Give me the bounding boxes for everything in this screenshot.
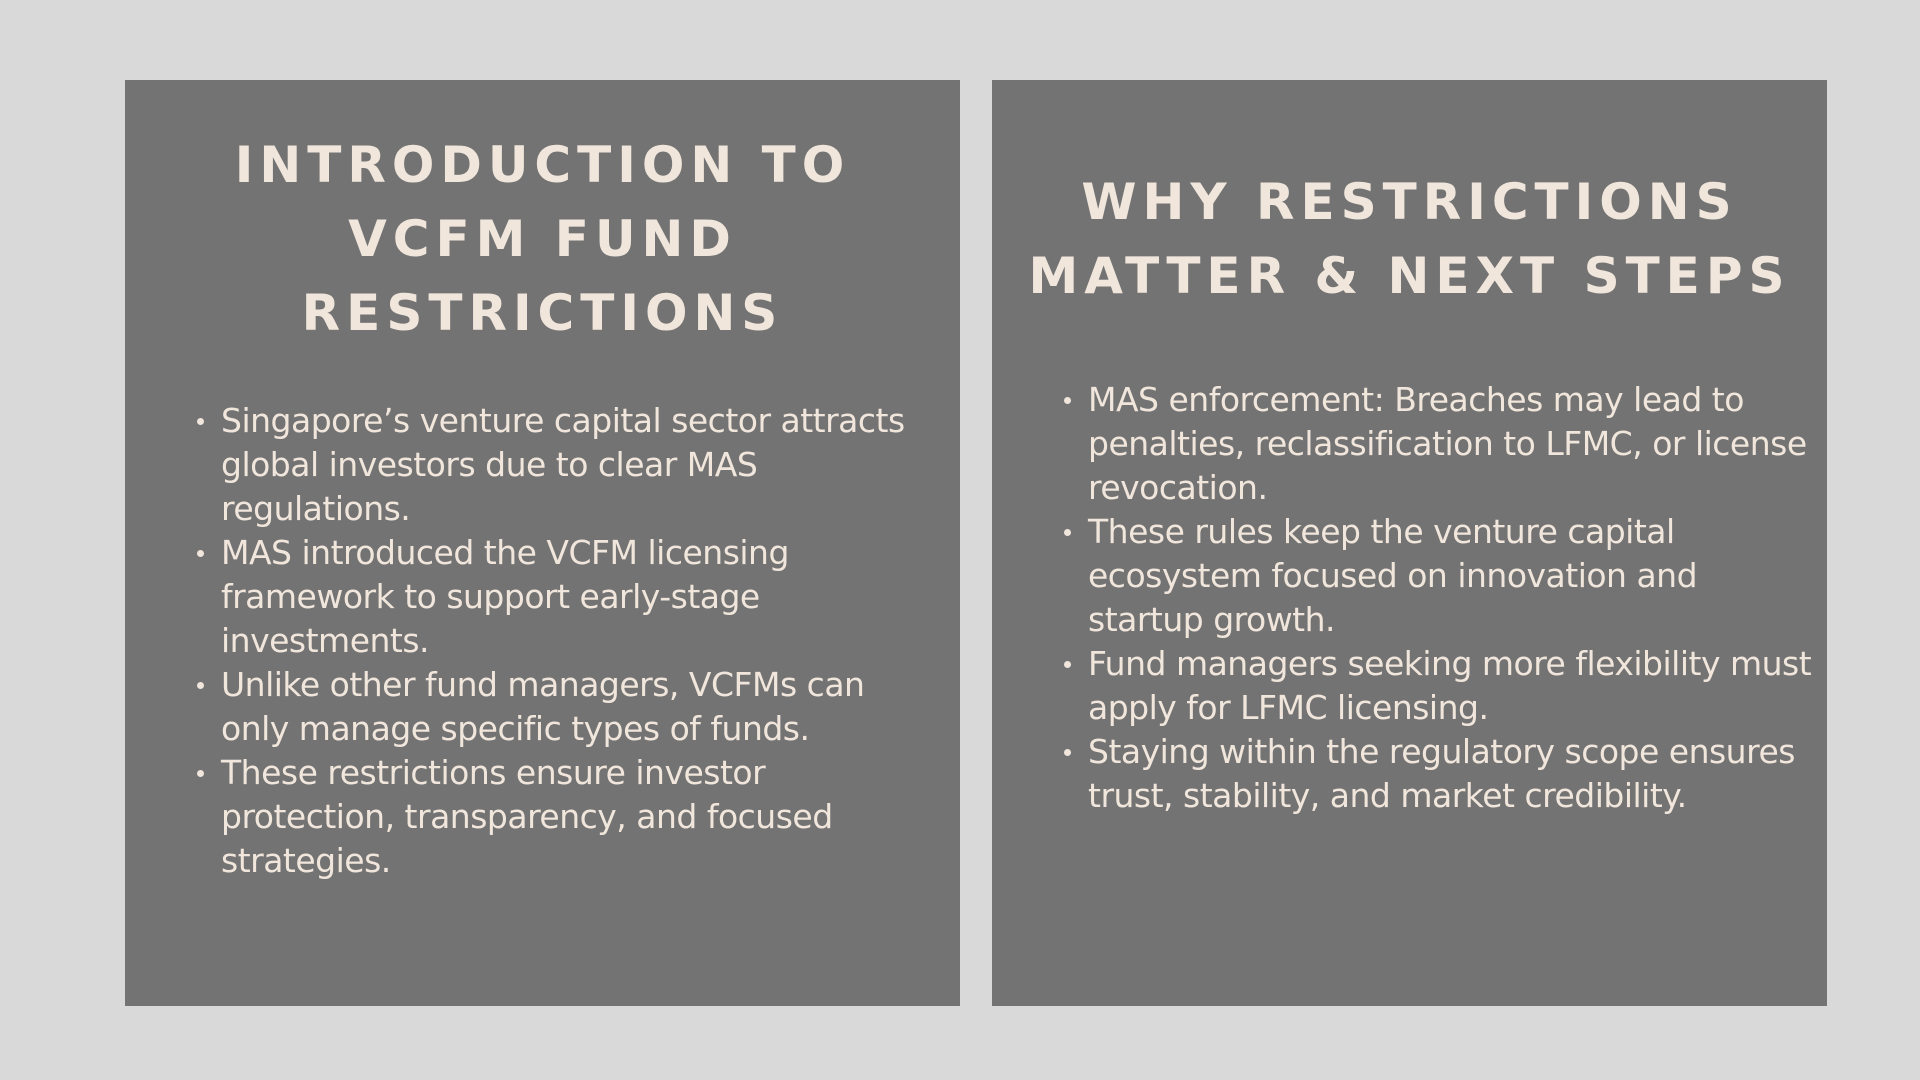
intro-bullet-item	[221, 751, 941, 883]
bullet-dot-icon	[197, 550, 204, 557]
bullet-dot-icon	[1064, 749, 1071, 756]
next-steps-bullet-text: Fund managers seeking more flexibility must apply for LFMC licensing.	[1088, 644, 1812, 727]
next-steps-bullet-item	[1088, 642, 1813, 730]
next-steps-bullet-item	[1088, 510, 1813, 642]
next-steps-title-line: MATTER & NEXT STEPS	[1028, 247, 1791, 305]
next-steps-bullet-text: MAS enforcement: Breaches may lead to penalties, reclassification to LFMC, or license revocation.	[1088, 380, 1807, 507]
next-steps-title-line: WHY RESTRICTIONS	[1081, 173, 1738, 231]
bullet-dot-icon	[197, 418, 204, 425]
next-steps-title	[992, 165, 1827, 313]
next-steps-bullet-item	[1088, 378, 1813, 510]
bullet-dot-icon	[1064, 529, 1071, 536]
intro-bullet-list	[221, 399, 941, 883]
intro-bullet-text: These restrictions ensure investor protection, transparency, and focused strategies.	[221, 753, 833, 880]
intro-bullet-text: MAS introduced the VCFM licensing framework to support early-stage investments.	[221, 533, 789, 660]
intro-bullet-item	[221, 531, 941, 663]
bullet-dot-icon	[1064, 661, 1071, 668]
intro-title-line: RESTRICTIONS	[301, 284, 784, 342]
bullet-dot-icon	[197, 682, 204, 689]
intro-bullet-text: Singapore’s venture capital sector attracts global investors due to clear MAS regulations.	[221, 401, 905, 528]
next-steps-bullet-text: These rules keep the venture capital ecosystem focused on innovation and startup growth.	[1088, 512, 1698, 639]
bullet-dot-icon	[197, 770, 204, 777]
next-steps-bullet-text: Staying within the regulatory scope ensures trust, stability, and market credibility.	[1088, 732, 1795, 815]
intro-bullet-text: Unlike other fund managers, VCFMs can only manage specific types of funds.	[221, 665, 865, 748]
intro-title	[125, 128, 960, 350]
next-steps-bullet-list	[1088, 378, 1813, 818]
intro-title-line: INTRODUCTION TO	[234, 136, 851, 194]
intro-title-line: VCFM FUND	[348, 210, 737, 268]
intro-panel	[125, 80, 960, 1006]
next-steps-bullet-item	[1088, 730, 1813, 818]
intro-bullet-item	[221, 663, 941, 751]
bullet-dot-icon	[1064, 397, 1071, 404]
intro-bullet-item	[221, 399, 941, 531]
next-steps-panel	[992, 80, 1827, 1006]
